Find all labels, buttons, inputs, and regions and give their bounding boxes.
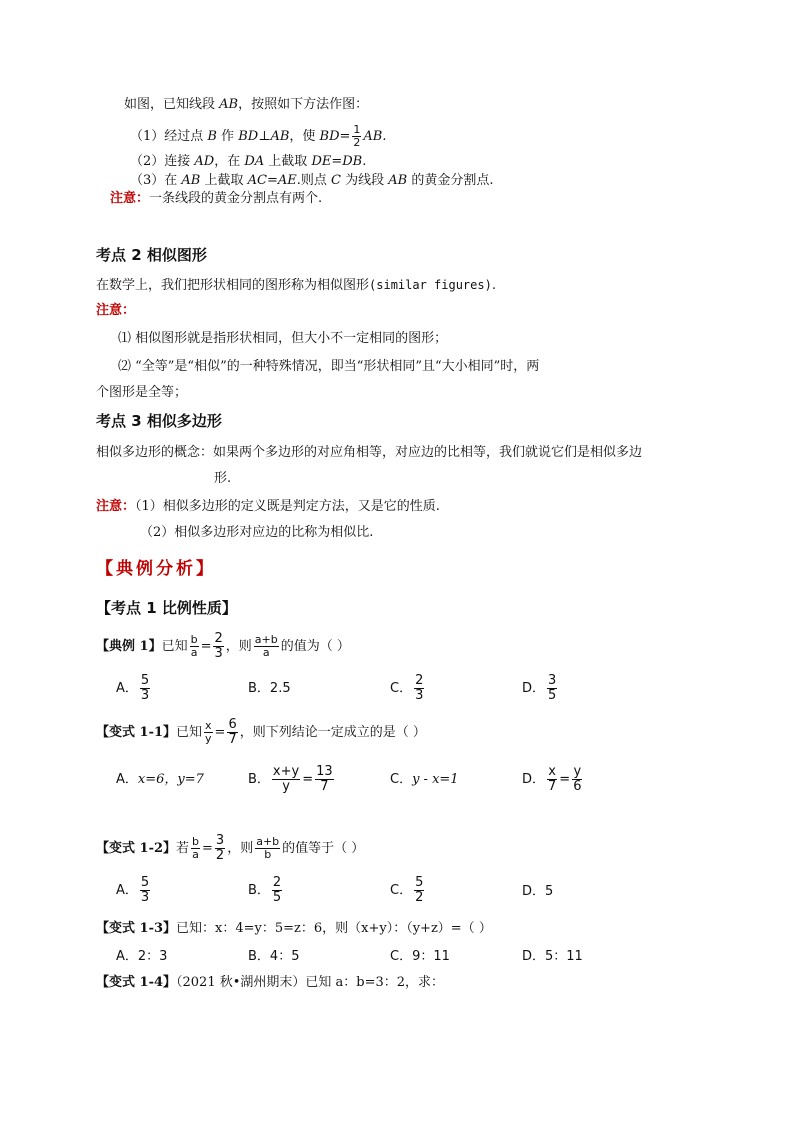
section-title-kp3: 考点 3 相似多边形	[96, 412, 222, 430]
numerator: a+b	[254, 633, 278, 646]
kp2-note-2-line-1: ⑵ “全等”是“相似”的一种特殊情况，即当“形状相同”且“大小相同”时，两	[118, 359, 540, 374]
text: 若	[176, 841, 190, 856]
note-label: 注意：	[110, 191, 150, 206]
golden-note	[110, 190, 322, 208]
fraction	[255, 836, 280, 861]
denominator: 7	[320, 779, 329, 794]
kp3-definition-line-1: 相似多边形的概念：如果两个多边形的对应角相等，对应边的比相等，我们就说它们是相似多边	[96, 445, 643, 460]
note-text: 一条线段的黄金分割点有两个.	[149, 191, 323, 206]
numerator: x+y	[272, 764, 300, 779]
golden-step-3	[130, 172, 493, 190]
text: =	[200, 639, 212, 654]
text: （3）在	[130, 173, 182, 188]
denominator: y	[205, 732, 212, 745]
numerator: a+b	[256, 835, 280, 848]
denominator: 2	[415, 890, 424, 905]
text: ，则下列结论一定成立的是（ ）	[239, 725, 426, 740]
text: ⊥	[258, 129, 271, 144]
fraction	[215, 834, 225, 863]
example-label: 【典例 1】	[96, 639, 162, 654]
variant-1-2-option-c[interactable]	[390, 876, 426, 906]
example-1-option-c[interactable]	[390, 674, 426, 704]
kp2-definition	[96, 276, 496, 295]
denominator: 7	[228, 732, 237, 747]
text: AB.	[363, 129, 387, 144]
option-label: B．	[248, 772, 270, 787]
text: .	[491, 278, 496, 293]
variant-1-3-option-c[interactable]: C．9：11	[390, 949, 450, 964]
text: ，则	[227, 841, 254, 856]
denominator: 3	[415, 688, 424, 703]
golden-step-2	[130, 153, 366, 171]
variant-1-1-option-d[interactable]	[522, 764, 584, 796]
note-label: 注意：	[96, 499, 136, 514]
text: （2021 秋•湖州期末）已知 a：b=3：2，求：	[176, 975, 445, 990]
text: AB	[270, 129, 290, 144]
option-label: A．	[116, 681, 138, 696]
example-1-option-d[interactable]	[522, 674, 559, 704]
text: 的黄金分割点.	[407, 173, 494, 188]
kp2-note-2-line-2: 个图形是全等；	[96, 385, 188, 400]
denominator: a	[190, 646, 198, 659]
variant-1-2-option-a[interactable]	[116, 876, 152, 906]
example-1-option-b[interactable]	[248, 680, 291, 698]
numerator: 1	[353, 123, 361, 136]
text: 在数学上，我们把形状相同的图形称为相似图形	[96, 278, 370, 293]
numerator: 2	[214, 631, 223, 646]
text: BD=	[319, 129, 351, 144]
text: =	[302, 772, 314, 787]
denominator: a	[192, 848, 199, 861]
numerator: b	[192, 835, 200, 848]
text: 的值等于（ ）	[282, 841, 365, 856]
text: ，按照如下方法作图：	[238, 97, 369, 112]
option-value: 5	[545, 884, 554, 899]
kp2-note-label: 注意：	[96, 303, 136, 318]
example-banner: 【典例分析】	[96, 559, 216, 579]
numerator: 5	[140, 673, 150, 688]
variant-1-2-question	[96, 834, 364, 864]
numerator: y	[573, 764, 582, 779]
text: 上截取	[264, 154, 312, 169]
example-label: 【变式 1-4】	[96, 975, 177, 990]
text: DE=DB.	[311, 154, 367, 169]
variant-1-1-question	[96, 718, 426, 748]
text: 上截取	[200, 173, 248, 188]
text: 的值为（ ）	[280, 639, 350, 654]
numerator: 2	[415, 673, 424, 688]
variant-1-3-option-d[interactable]: D．5：11	[522, 949, 583, 964]
option-label: D．	[522, 681, 546, 696]
text: BD	[238, 129, 259, 144]
option-label: A．	[116, 772, 138, 787]
denominator: 3	[140, 688, 150, 703]
numerator: x	[205, 719, 212, 732]
denominator: 3	[140, 890, 150, 905]
kp3-note-2: （2）相似多边形对应边的比称为相似比.	[140, 525, 374, 540]
fraction	[414, 876, 424, 905]
fraction	[547, 765, 557, 794]
golden-intro	[124, 96, 368, 114]
text: =	[202, 841, 213, 856]
numerator: 2	[272, 875, 282, 890]
fraction	[204, 720, 213, 745]
variant-1-1-option-a[interactable]	[116, 771, 204, 789]
numerator: 5	[140, 875, 150, 890]
numerator: 6	[228, 717, 237, 732]
numerator: 3	[548, 673, 557, 688]
golden-step-1	[130, 122, 387, 152]
text: B	[207, 129, 217, 144]
text: 为线段	[340, 173, 389, 188]
text: 已知	[161, 639, 188, 654]
kp3-note-1	[96, 498, 440, 516]
text: ，则	[225, 639, 252, 654]
example-label: 【变式 1-1】	[96, 725, 177, 740]
option-value: x=6，y=7	[137, 772, 204, 787]
option-label: C．	[390, 883, 413, 898]
variant-1-1-option-b[interactable]	[248, 764, 336, 796]
option-label: C．	[390, 681, 413, 696]
option-label: C．	[390, 772, 413, 787]
example-1-option-a[interactable]	[116, 674, 152, 704]
variant-1-2-option-b[interactable]	[248, 876, 284, 906]
fraction	[572, 765, 582, 794]
numerator: b	[190, 633, 198, 646]
option-label: B．	[248, 681, 270, 696]
fraction	[213, 632, 223, 661]
option-value: y - x=1	[412, 772, 459, 787]
fraction	[140, 876, 150, 905]
text: AB	[219, 97, 239, 112]
text: 已知：x：4=y：5=z：6，则（x+y）：（y+z）=（ ）	[176, 921, 492, 936]
fraction	[414, 674, 424, 703]
variant-1-4-question	[96, 974, 444, 992]
text: AD	[194, 154, 215, 169]
fraction	[272, 876, 282, 905]
variant-1-3-option-a[interactable]: A．2：3	[116, 949, 168, 964]
option-label: D．	[522, 884, 546, 899]
numerator: 5	[415, 875, 424, 890]
denominator: a	[262, 646, 270, 659]
variant-1-2-option-d[interactable]	[522, 883, 553, 901]
section-title-kp2: 考点 2 相似图形	[96, 246, 207, 264]
fraction	[227, 718, 237, 747]
section-title-kp1: 【考点 1 比例性质】	[96, 599, 237, 617]
option-label: B．	[248, 883, 270, 898]
numerator: x	[548, 764, 556, 779]
denominator: y	[282, 779, 290, 794]
text: DA	[244, 154, 265, 169]
text: 如图，已知线段	[124, 97, 220, 112]
text: AC=AE.	[247, 173, 301, 188]
denominator: 5	[548, 688, 557, 703]
denominator: 6	[573, 779, 582, 794]
text: 则点	[300, 173, 332, 188]
denominator: 3	[214, 646, 223, 661]
kp3-definition-line-2: 形.	[214, 471, 232, 486]
example-1-question	[96, 632, 350, 662]
fraction	[315, 765, 334, 794]
text: =	[559, 772, 571, 787]
option-label: A．	[116, 883, 138, 898]
example-label: 【变式 1-3】	[96, 921, 177, 936]
fraction	[191, 836, 200, 861]
variant-1-3-question	[96, 920, 492, 938]
fraction	[272, 765, 300, 794]
text: AB	[181, 173, 201, 188]
text: AB	[388, 173, 408, 188]
denominator: 7	[548, 779, 557, 794]
text: （1）经过点	[130, 129, 208, 144]
denominator: 2	[215, 848, 225, 863]
kp2-note-1: ⑴ 相似图形就是指形状相同，但大小不一定相同的图形；	[118, 331, 448, 346]
denominator: 2	[353, 136, 361, 149]
fraction	[547, 674, 557, 703]
denominator: 5	[272, 890, 282, 905]
option-value: 2.5	[269, 681, 291, 696]
text: ，在	[214, 154, 245, 169]
numerator: 13	[316, 764, 333, 779]
text: (similar figures)	[369, 278, 492, 292]
text: （2）连接	[130, 154, 195, 169]
fraction	[190, 634, 199, 659]
text: ，使	[289, 129, 320, 144]
fraction	[254, 634, 279, 659]
numerator: 3	[215, 833, 225, 848]
variant-1-1-option-c[interactable]	[390, 771, 459, 789]
example-label: 【变式 1-2】	[96, 841, 177, 856]
option-label: D．	[522, 772, 546, 787]
note-text: （1）相似多边形的定义既是判定方法，又是它的性质.	[135, 499, 440, 514]
fraction	[140, 674, 150, 703]
text: C	[331, 173, 341, 188]
text: 已知	[176, 725, 203, 740]
variant-1-3-option-b[interactable]: B．4：5	[248, 949, 300, 964]
text: 作	[216, 129, 239, 144]
denominator: b	[264, 848, 272, 861]
text: =	[214, 725, 226, 740]
fraction-half	[352, 124, 361, 149]
